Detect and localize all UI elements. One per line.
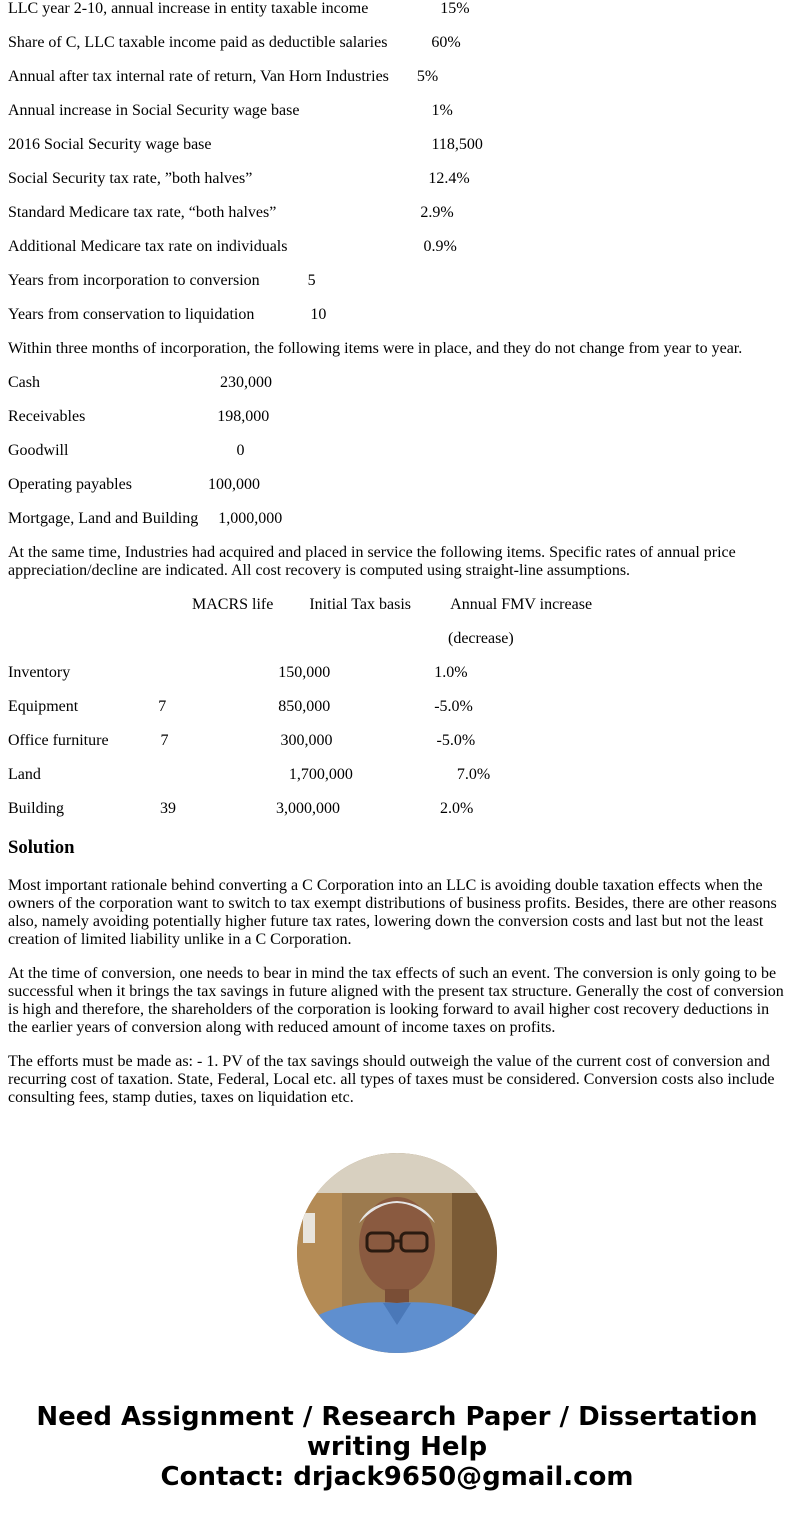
solution-paragraph: Most important rationale behind converting a C Corporation into an LLC is avoiding double taxation effects when the owners of the corporation want to switch to tax exempt distributions of business profits. Besides, there are other reasons also, namely avoiding potentially higher future tax rates, lowering down the conversion costs and last but not the least creation of limited liability unlike in a C Corporation. (8, 877, 777, 948)
avatar (297, 1153, 497, 1353)
banner-line: writing Help (306, 1432, 488, 1462)
asset-header: MACRS life Initial Tax basis Annual FMV increase (8, 596, 593, 613)
input-line: Additional Medicare tax rate on individuals 0.9% (8, 238, 457, 255)
balance-line: Mortgage, Land and Building 1,000,000 (8, 510, 283, 527)
intro-paragraph: Within three months of incorporation, the following items were in place, and they do not change from year to year. (8, 340, 743, 357)
contact-email: Contact: drjack9650@gmail.com (160, 1462, 634, 1492)
balance-line: Cash 230,000 (8, 374, 272, 391)
input-line: Years from conservation to liquidation 10 (8, 306, 327, 323)
solution-paragraph: At the time of conversion, one needs to bear in mind the tax effects of such an event. The conversion is only going to be successful when it brings the tax savings in future aligned with the present tax structure. Generally the cost of conversion is high and therefore, the shareholders of the corporation is looking forward to avail higher cost recovery deductions in the earlier years of conversion along with reduced amount of income taxes on profits. (8, 965, 784, 1036)
balance-line: Goodwill 0 (8, 442, 245, 459)
asset-line: Inventory 150,000 1.0% (8, 664, 468, 681)
solution-paragraph: The efforts must be made as: - 1. PV of the tax savings should outweigh the value of the current cost of conversion and recurring cost of taxation. State, Federal, Local etc. all types of taxes must be considered. Conversion costs also include consulting fees, stamp duties, taxes on liquidation etc. (8, 1053, 775, 1106)
input-line: Years from incorporation to conversion 5 (8, 272, 316, 289)
input-line: Annual increase in Social Security wage base 1% (8, 102, 453, 119)
input-line: Share of C, LLC taxable income paid as deductible salaries 60% (8, 34, 461, 51)
balance-line: Operating payables 100,000 (8, 476, 260, 493)
asset-header: (decrease) (8, 630, 514, 647)
balance-line: Receivables 198,000 (8, 408, 270, 425)
person-portrait-icon (297, 1153, 497, 1353)
input-line: Annual after tax internal rate of return, Van Horn Industries 5% (8, 68, 439, 85)
asset-paragraph: At the same time, Industries had acquired and placed in service the following items. Specific rates of annual price appreciation/decline are indicated. All cost recovery is computed using straight-line assumptions. (8, 544, 736, 579)
asset-line: Office furniture 7 300,000 -5.0% (8, 732, 476, 749)
asset-line: Land 1,700,000 7.0% (8, 766, 491, 783)
banner-line: Need Assignment / Research Paper / Dissertation (36, 1402, 758, 1432)
input-line: 2016 Social Security wage base 118,500 (8, 136, 483, 153)
input-line: LLC year 2-10, annual increase in entity taxable income 15% (8, 0, 470, 17)
asset-line: Building 39 3,000,000 2.0% (8, 800, 474, 817)
asset-line: Equipment 7 850,000 -5.0% (8, 698, 473, 715)
input-line: Standard Medicare tax rate, “both halves” 2.9% (8, 204, 454, 221)
contact-banner (0, 1402, 794, 1492)
input-line: Social Security tax rate, ”both halves” 12.4% (8, 170, 470, 187)
solution-heading: Solution (8, 837, 75, 858)
